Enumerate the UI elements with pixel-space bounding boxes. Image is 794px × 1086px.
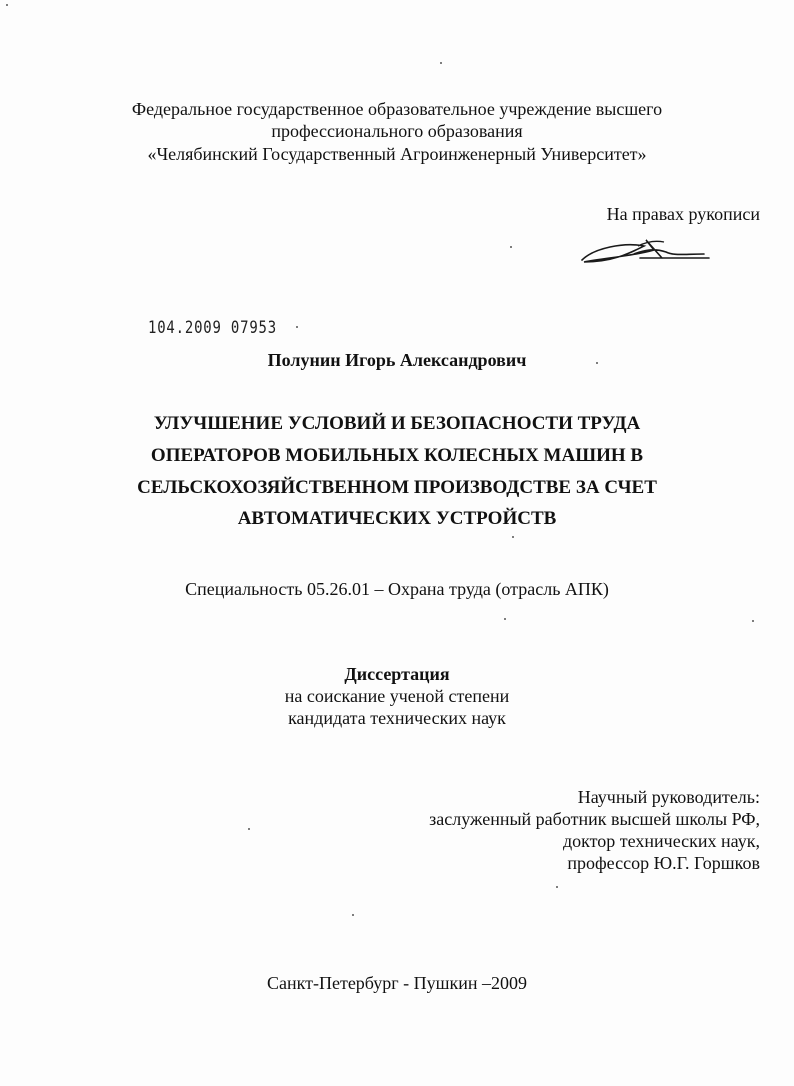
- scan-speck: [596, 362, 598, 364]
- scan-speck: [504, 618, 506, 620]
- dissertation-heading: Диссертация: [344, 664, 450, 684]
- scan-speck: [510, 246, 512, 248]
- city-year: Санкт-Петербург - Пушкин –2009: [266, 973, 528, 993]
- scan-speck: [248, 828, 250, 830]
- scan-speck: [352, 914, 354, 916]
- scan-speck: [752, 620, 754, 622]
- title-line-3: СЕЛЬСКОХОЗЯЙСТВЕННОМ ПРОИЗВОДСТВЕ ЗА СЧЕТ: [137, 477, 657, 498]
- dissertation-line-2: кандидата технических наук: [288, 708, 506, 728]
- supervisor-line-1: заслуженный работник высшей школы РФ,: [429, 809, 760, 829]
- title-line-1: УЛУЧШЕНИЕ УСЛОВИЙ И БЕЗОПАСНОСТИ ТРУДА: [153, 413, 641, 434]
- author-name: Полунин Игорь Александрович: [267, 350, 527, 370]
- supervisor-heading: Научный руководитель:: [577, 787, 760, 807]
- institution-line-1: Федеральное государственное образовательное учреждение высшего: [131, 99, 663, 119]
- rights-note: На правах рукописи: [606, 204, 760, 224]
- signature-image: [574, 228, 714, 274]
- institution-line-2: профессионального образования: [271, 121, 523, 141]
- scan-speck: [296, 326, 298, 328]
- institution-line-3: «Челябинский Государственный Агроинженерный Университет»: [147, 144, 647, 164]
- dissertation-line-1: на соискание ученой степени: [284, 686, 510, 706]
- title-line-2: ОПЕРАТОРОВ МОБИЛЬНЫХ КОЛЕСНЫХ МАШИН В: [150, 445, 644, 466]
- specialty: Специальность 05.26.01 – Охрана труда (отрасль АПК): [185, 579, 609, 599]
- archive-number: 104.2009 07953: [148, 318, 277, 338]
- supervisor-line-3: профессор Ю.Г. Горшков: [567, 853, 760, 873]
- scan-speck: [440, 62, 442, 64]
- scan-speck: [556, 886, 558, 888]
- scan-speck: [512, 536, 514, 538]
- title-line-4: АВТОМАТИЧЕСКИХ УСТРОЙСТВ: [237, 508, 557, 529]
- supervisor-line-2: доктор технических наук,: [563, 831, 760, 851]
- scan-speck: [6, 4, 8, 6]
